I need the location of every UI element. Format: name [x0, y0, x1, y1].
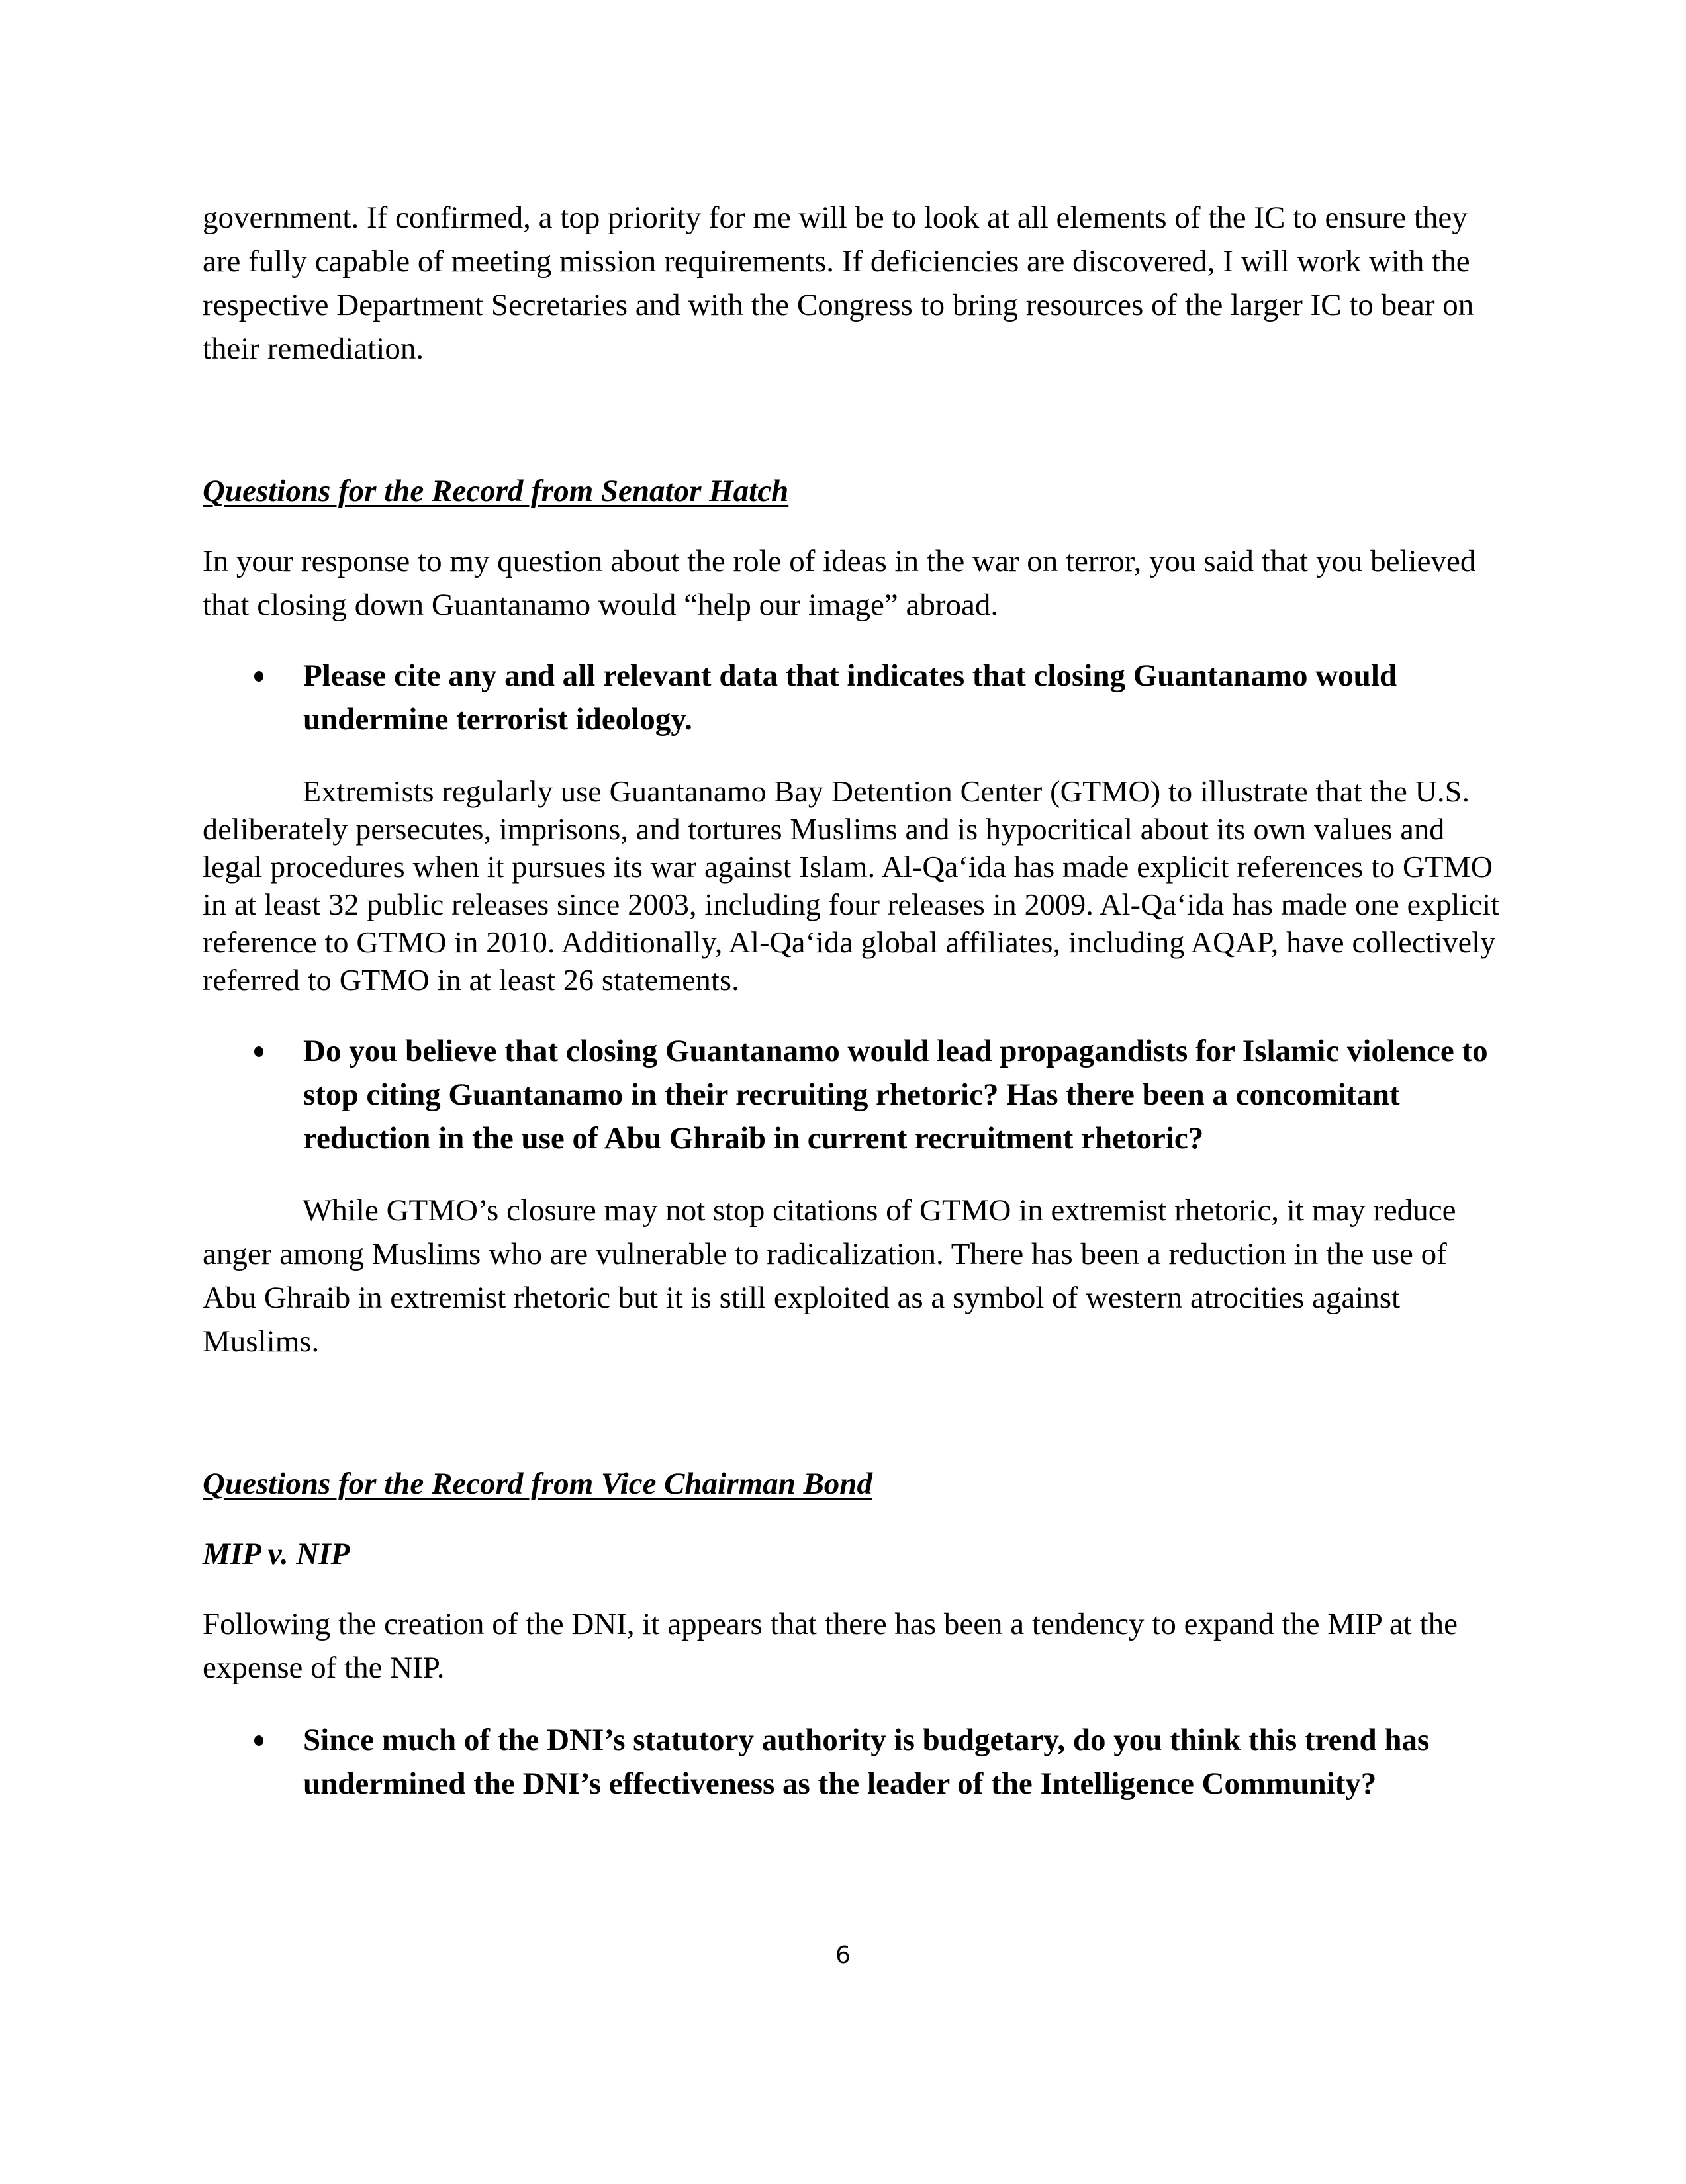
bond-question-1 [203, 1718, 1500, 1805]
hatch-intro-paragraph: In your response to my question about the role of ideas in the war on terror, you said that you believed that closing down Guantanamo would “help our image” abroad. [203, 544, 1476, 622]
question-text: Do you believe that closing Guantanamo would lead propagandists for Islamic violence to stop citing Guantanamo in their recruiting rhetoric? Has there been a concomitant reduction in the use of Abu Ghraib in current recruitment rhetoric? [303, 1034, 1488, 1156]
continuation-paragraph: government. If confirmed, a top priority for me will be to look at all elements of the IC to ensure they are fully capable of meeting mission requirements. If deficiencies are discovered, I will work with the respective Department Secretaries and with the Congress to bring resources of the larger IC to bear on their remediation. [203, 201, 1474, 366]
hatch-answer-1: Extremists regularly use Guantanamo Bay Detention Center (GTMO) to illustrate that the U.S. deliberately persecutes, imprisons, and tortures Muslims and is hypocritical about its own values and legal procedures when it pursues its war against Islam. Al-Qa‘ida has made explicit references to GTMO in at least 32 public releases since 2003, including four releases in 2009. Al-Qa‘ida has made one explicit reference to GTMO in 2010. Additionally, Al-Qa‘ida global affiliates, including AQAP, have collectively referred to GTMO in at least 26 statements. [203, 774, 1500, 997]
section-heading-hatch: Questions for the Record from Senator Hatch [203, 474, 789, 508]
hatch-question-1 [203, 654, 1500, 741]
bond-intro-paragraph: Following the creation of the DNI, it appears that there has been a tendency to expand the MIP at the expense of the NIP. [203, 1607, 1458, 1685]
question-text: Please cite any and all relevant data that indicates that closing Guantanamo would undermine terrorist ideology. [303, 659, 1397, 737]
hatch-question-2 [203, 1029, 1500, 1160]
bullet-icon [203, 1029, 303, 1073]
section-heading-bond: Questions for the Record from Vice Chairman Bond [203, 1467, 872, 1501]
hatch-answer-2: While GTMO’s closure may not stop citations of GTMO in extremist rhetoric, it may reduce anger among Muslims who are vulnerable to radicalization. There has been a reduction in the use of Abu Ghraib in extremist rhetoric but it is still exploited as a symbol of western atrocities against Muslims. [203, 1193, 1456, 1359]
question-text: Since much of the DNI’s statutory authority is budgetary, do you think this trend has undermined the DNI’s effectiveness as the leader of the Intelligence Community? [303, 1723, 1430, 1801]
bullet-icon [203, 1718, 303, 1762]
subheading-mip-v-nip: MIP v. NIP [203, 1537, 350, 1571]
bullet-icon [203, 654, 303, 698]
page-number: 6 [835, 1942, 851, 1969]
